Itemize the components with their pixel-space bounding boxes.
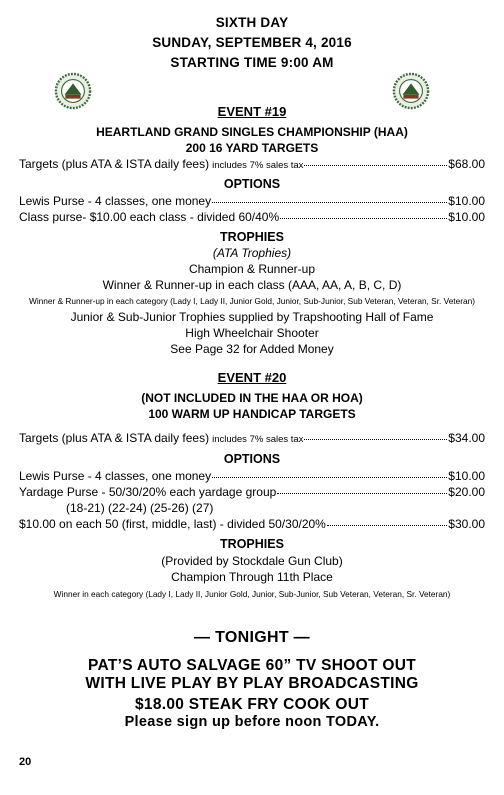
event20-yardage-groups: (18-21) (22-24) (25-26) (27): [66, 501, 214, 515]
event19-fee-row: [19, 157, 485, 171]
event19-trophies-fine: Winner & Runner-up in each category (Lady I, Lady II, Junior Gold, Junior, Sub-Junior, Sub Veteran, Veteran, Sr. Veteran): [29, 296, 475, 306]
event20-targets: 100 WARM UP HANDICAP TARGETS: [148, 407, 356, 421]
event20-options-heading: OPTIONS: [223, 452, 281, 466]
event20-option-row: [19, 469, 485, 483]
date-heading: SUNDAY, SEPTEMBER 4, 2016: [152, 35, 352, 50]
event19-trophy-line: Champion & Runner-up: [188, 262, 316, 276]
dot-leader: [212, 477, 447, 478]
event20-fee-row: [19, 431, 485, 445]
event19-trophy-line: Junior & Sub-Junior Trophies supplied by Trapshooting Hall of Fame: [70, 310, 434, 324]
day-heading: SIXTH DAY: [215, 15, 289, 30]
event20-trophies-fine: Winner in each category (Lady I, Lady II, Junior Gold, Junior, Sub-Junior, Sub Veteran, Veteran, Sr. Veteran): [53, 589, 451, 599]
event20-trophy-line: Champion Through 11th Place: [171, 570, 333, 584]
fee-tax-note: includes 7% sales tax: [212, 434, 304, 445]
option-label: Yardage Purse - 50/30/20% each yardage group: [19, 485, 277, 499]
option-label: Lewis Purse - 4 classes, one money: [19, 194, 212, 208]
dot-leader: [277, 493, 447, 494]
tonight-line: PAT’S AUTO SALVAGE 60” TV SHOOT OUT: [88, 657, 416, 674]
dot-leader: [212, 202, 447, 203]
event19-trophies-sub: (ATA Trophies): [212, 246, 292, 260]
event19-option-row: [19, 210, 485, 224]
event19-targets: 200 16 YARD TARGETS: [185, 141, 319, 155]
start-time-heading: STARTING TIME 9:00 AM: [170, 55, 334, 70]
option-amount: $30.00: [448, 517, 485, 531]
fee-amount: $34.00: [448, 431, 485, 445]
fee-label: Targets (plus ATA & ISTA daily fees): [19, 157, 210, 171]
tonight-line: WITH LIVE PLAY BY PLAY BROADCASTING: [85, 675, 419, 692]
fee-tax-note: includes 7% sales tax: [212, 160, 304, 171]
event19-trophy-line: Winner & Runner-up in each class (AAA, AA, A, B, C, D): [102, 278, 402, 292]
option-label: Class purse- $10.00 each class - divided 60/40%: [19, 210, 280, 224]
option-label: Lewis Purse - 4 classes, one money: [19, 469, 212, 483]
fee-amount: $68.00: [448, 157, 485, 171]
tonight-line: $18.00 STEAK FRY COOK OUT: [134, 696, 370, 713]
event20-trophy-line: (Provided by Stockdale Gun Club): [161, 554, 343, 568]
option-label: $10.00 on each 50 (first, middle, last) - divided 50/30/20%: [19, 517, 326, 531]
event19-option-row: [19, 194, 485, 208]
dot-leader: [327, 525, 447, 526]
event19-trophy-line: High Wheelchair Shooter: [185, 326, 319, 340]
event19-trophy-line: See Page 32 for Added Money: [170, 342, 334, 356]
event20-trophies-heading: TROPHIES: [220, 537, 284, 551]
event19-options-heading: OPTIONS: [223, 177, 281, 191]
event19-title: EVENT #19: [217, 104, 287, 119]
event20-option-row: [19, 485, 485, 499]
option-amount: $10.00: [448, 194, 485, 208]
event20-note: (NOT INCLUDED IN THE HAA OR HOA): [141, 391, 363, 405]
dot-leader: [304, 165, 447, 166]
fee-label: Targets (plus ATA & ISTA daily fees): [19, 431, 210, 445]
option-amount: $10.00: [448, 469, 485, 483]
page-number: 20: [19, 756, 32, 768]
option-amount: $10.00: [448, 210, 485, 224]
dot-leader: [280, 218, 447, 219]
event19-name: HEARTLAND GRAND SINGLES CHAMPIONSHIP (HAA): [96, 125, 408, 139]
tonight-line: Please sign up before noon TODAY.: [124, 714, 380, 730]
option-amount: $20.00: [448, 485, 485, 499]
event20-option-row: [19, 517, 485, 531]
event20-title: EVENT #20: [217, 370, 287, 385]
event19-trophies-heading: TROPHIES: [220, 230, 284, 244]
dot-leader: [304, 439, 447, 440]
tonight-heading: — TONIGHT —: [194, 629, 310, 646]
